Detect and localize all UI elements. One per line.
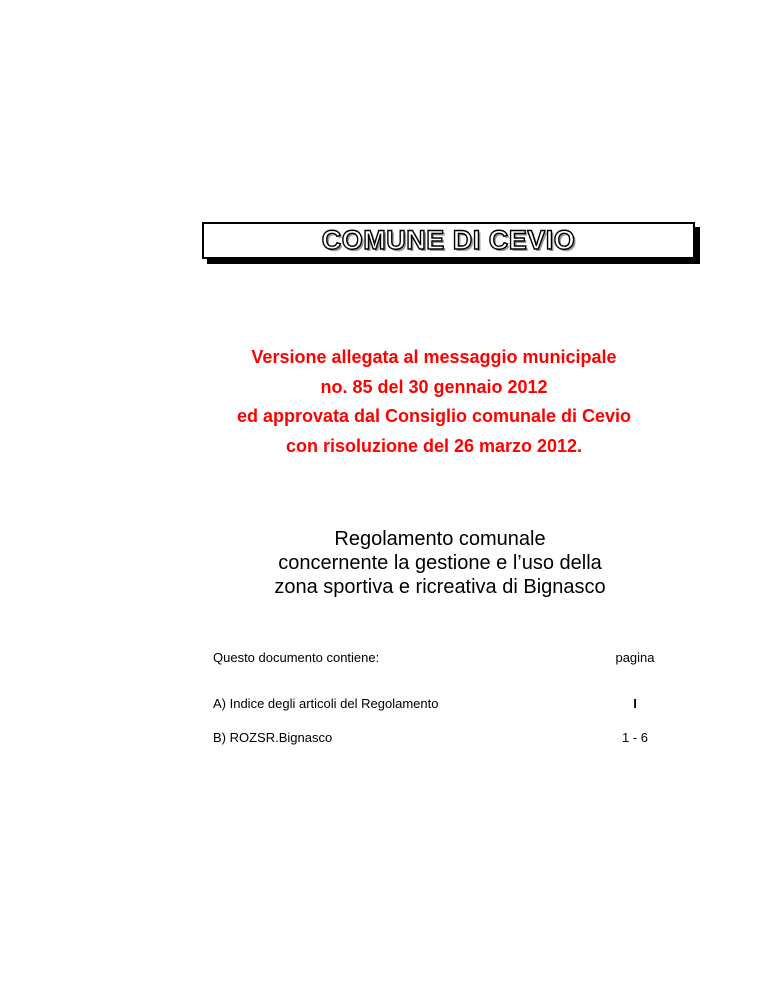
contents-row [213,730,673,746]
contents-row-page: 1 - 6 [621,730,648,745]
contents-header-row [213,650,673,666]
regulation-title-line: Regolamento comunale [334,528,546,550]
title-frame [202,222,700,264]
approval-notice [0,343,768,461]
regulation-title [0,527,768,599]
contents-row-label: B) ROZSR.Bignasco [213,730,333,745]
notice-line: con risoluzione del 26 marzo 2012. [285,435,583,456]
notice-line: Versione allegata al messaggio municipale [251,347,617,367]
contents-row-page: I [633,696,637,711]
contents-header-page: pagina [615,650,655,665]
regulation-title-line: zona sportiva e ricreativa di Bignasco [274,576,606,598]
contents-header-label: Questo documento contiene: [213,650,380,665]
notice-line: ed approvata dal Consiglio comunale di Cevio [236,406,632,426]
regulation-title-line: concernente la gestione e l’uso della [278,552,602,574]
title-box [202,222,695,259]
document-title: COMUNE DI CEVIO [321,225,576,255]
notice-line: no. 85 del 30 gennaio 2012 [320,376,548,397]
contents-row-label: A) Indice degli articoli del Regolamento [213,696,439,711]
contents-row [213,696,673,712]
